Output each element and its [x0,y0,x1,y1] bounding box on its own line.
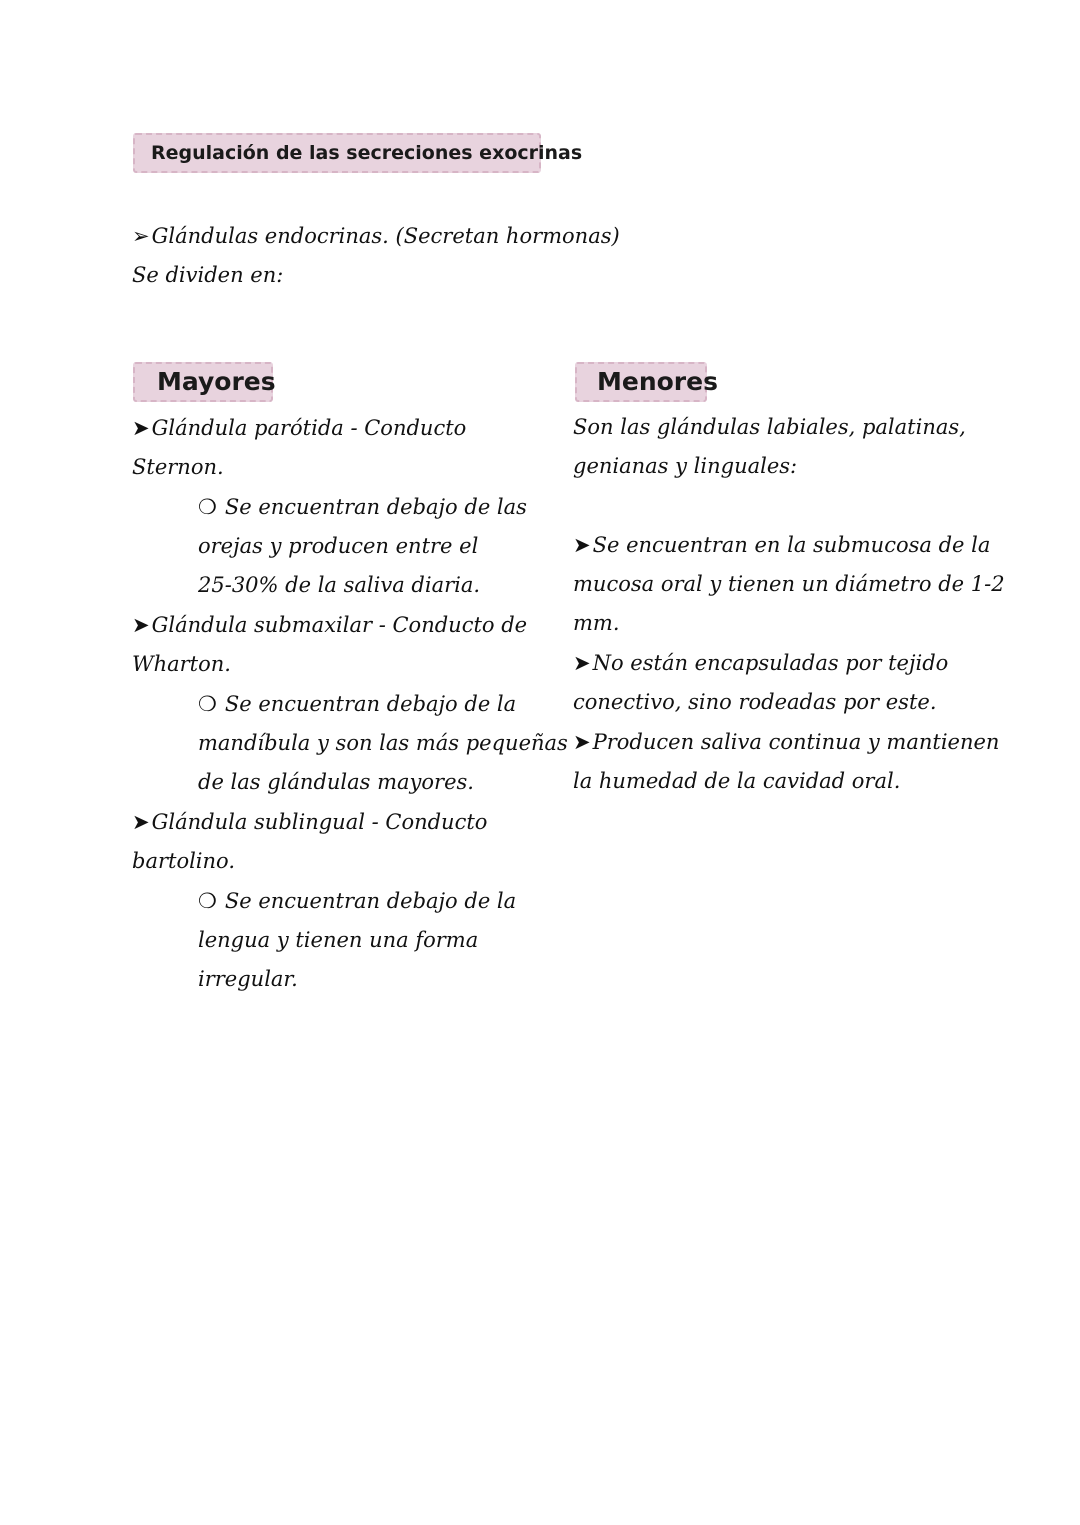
mayores-item-1-title-cont: Sternon. [132,455,224,479]
circle-bullet-icon: ❍ [198,495,217,519]
circle-bullet-icon: ❍ [198,889,217,913]
mayores-item-2-detail-3: de las glándulas mayores. [198,770,474,794]
menores-point-2: ➤No están encapsuladas por tejido [573,651,949,675]
menores-point-1-cont: mucosa oral y tienen un diámetro de 1-2 [573,572,1005,596]
mayores-item-3-title: ➤Glándula sublingual - Conducto [132,810,488,834]
menores-heading: Menores [575,362,707,402]
arrow-icon: ➤ [132,810,150,834]
menores-point-2-cont: conectivo, sino rodeadas por este. [573,690,937,714]
menores-intro-2: genianas y linguales: [573,454,798,478]
menores-point-3: ➤Producen saliva continua y mantienen [573,730,1000,754]
intro-text-1: Glándulas endocrinas. (Secretan hormonas) [151,224,620,248]
menores-point-3-cont: la humedad de la cavidad oral. [573,769,901,793]
arrow-icon: ➢ [132,224,150,248]
mayores-item-2-title: ➤Glándula submaxilar - Conducto de [132,613,528,637]
mayores-item-1-detail-2: orejas y producen entre el [198,534,479,558]
arrow-icon: ➤ [132,416,150,440]
mayores-item-3-detail-3: irregular. [198,967,298,991]
mayores-item-1-title: ➤Glándula parótida - Conducto [132,416,467,440]
section-title: Regulación de las secreciones exocrinas [133,133,541,173]
menores-point-1: ➤Se encuentran en la submucosa de la [573,533,991,557]
circle-bullet-icon: ❍ [198,692,217,716]
arrow-icon: ➤ [573,533,591,557]
mayores-item-1-detail-3: 25-30% de la saliva diaria. [198,573,481,597]
intro-line-2: Se dividen en: [132,263,284,287]
arrow-icon: ➤ [132,613,150,637]
arrow-icon: ➤ [573,651,591,675]
mayores-item-2-detail-2: mandíbula y son las más pequeñas [198,731,568,755]
mayores-item-3-detail-2: lengua y tienen una forma [198,928,479,952]
mayores-item-2-title-cont: Wharton. [132,652,231,676]
mayores-item-1-detail: ❍ Se encuentran debajo de las [198,495,527,519]
mayores-item-2-detail: ❍ Se encuentran debajo de la [198,692,517,716]
menores-intro-1: Son las glándulas labiales, palatinas, [573,415,966,439]
intro-line-1 [132,217,620,256]
arrow-icon: ➤ [573,730,591,754]
mayores-item-3-detail: ❍ Se encuentran debajo de la [198,889,517,913]
mayores-heading: Mayores [133,362,273,402]
menores-point-1-cont-2: mm. [573,611,620,635]
mayores-item-3-title-cont: bartolino. [132,849,235,873]
